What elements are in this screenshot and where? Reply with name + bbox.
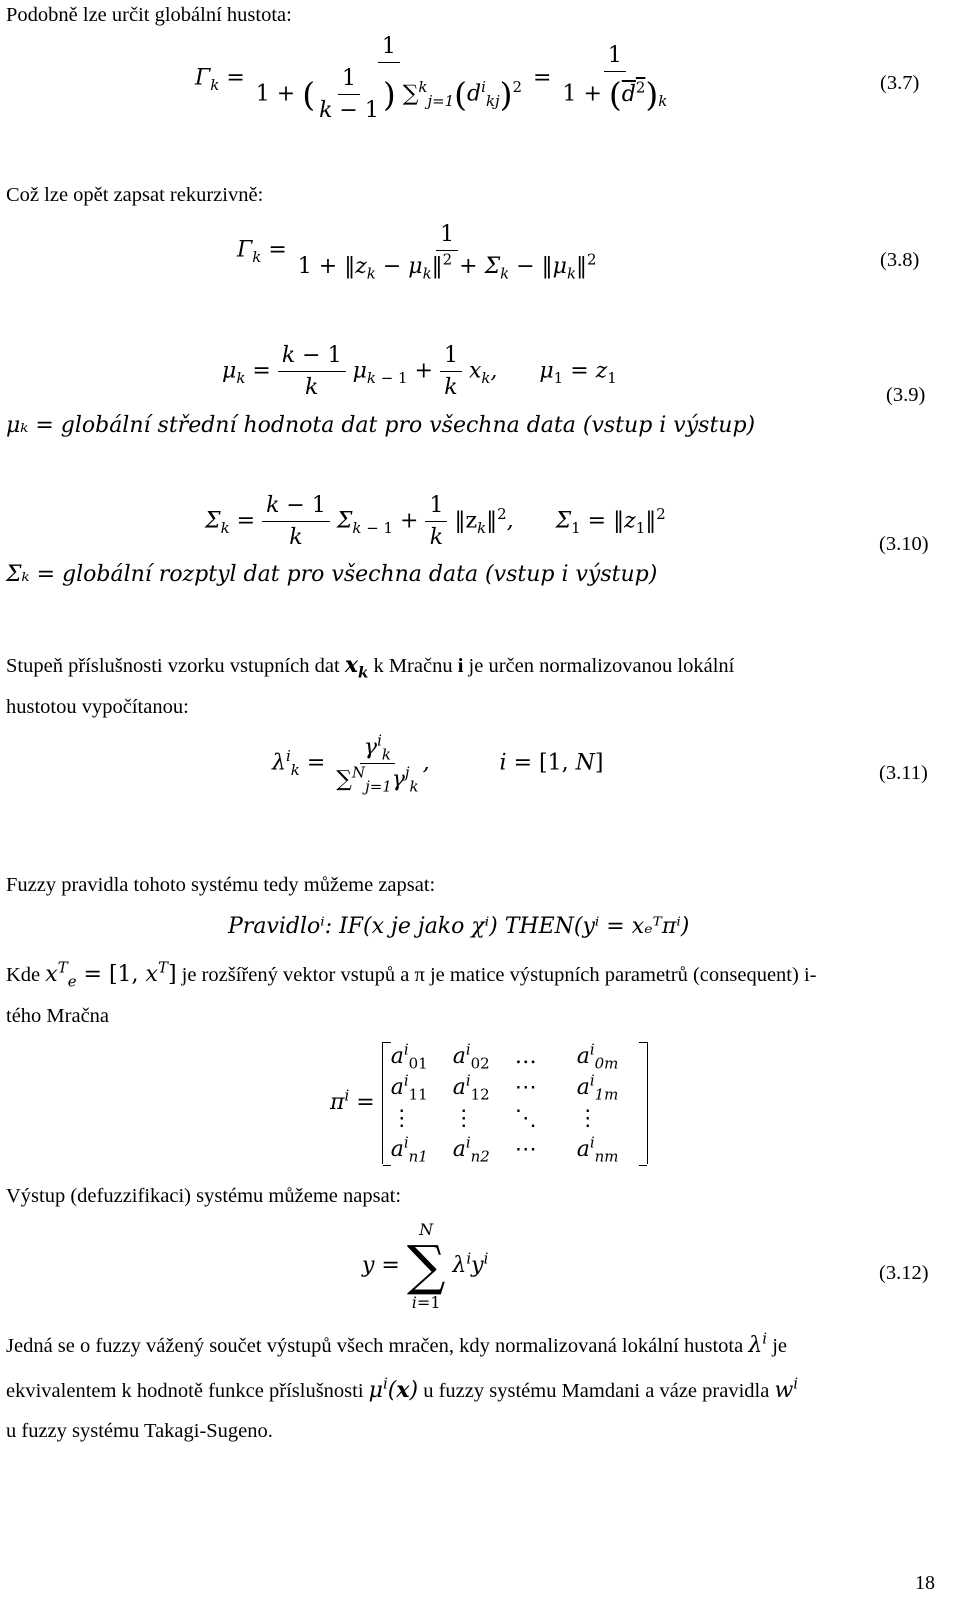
equation-number: (3.9)	[886, 384, 926, 406]
membership-paragraph-line-2: hustotou vypočítanou:	[6, 696, 189, 718]
extended-vector-formula: $x^T_e = [1$, $x^T$]	[45, 958, 177, 991]
conclusion-line-1: Jedná se o fuzzy vážený součet výstupů všech mračen, kdy normalizovaná lokální hustota $\lambda^i$ je	[6, 1329, 787, 1358]
equation-3-7: $\Gamma_k$ = 1 1 + ( $\frac{1}{k - 1}$ ) $\sum^k_{j=1}(d^i_{kj})^2$ = $\frac{1}{1 + (d^2)_k}$	[195, 34, 668, 123]
fuzzy-rule-formula: Pravidloⁱ: IF(x je jako χⁱ) THEN(yⁱ = xₑᵀπⁱ)	[228, 914, 690, 939]
equation-number: (3.11)	[879, 762, 928, 784]
equation-3-11: $\lambda^i_k$ = $\frac{\gamma^i_k}{\sum^N_{j=1}\gamma^j_k}$ , i = [1, N]	[272, 731, 604, 796]
conclusion-line-2: ekvivalentem k hodnotě funkce příslušnosti $\mu^i(x)$ u fuzzy systému Mamdani a váze pravidla $w^i$	[6, 1374, 799, 1403]
pi-matrix: $a^i_{01}$ $a^i_{02}$ … $a^i_{0m}$ $a^i_{11}$ $a^i_{12}$ ⋯ $a^i_{1m}$ ⋮ ⋮ ⋱ ⋮ $a^i_{n1}$ $a^i_{n2}$ ⋯ $a^i_{nm}$	[382, 1042, 648, 1164]
intro-global-density: Podobně lze určit globální hustota:	[6, 4, 292, 26]
w-symbol: $w^i$	[774, 1374, 799, 1403]
equation-3-10-recursion: $\Sigma_k$ = $\frac{k - 1}{k}$ $\Sigma_{k - 1}$ + $\frac{1}{k}$ $‖z_k‖^2$, $\Sigma_1$ = $‖z_1‖^2$	[205, 493, 666, 550]
equation-3-12: y = N ∑ i=1 $\lambda^iy^i$	[362, 1220, 489, 1312]
pi-matrix-equation: $\pi^i$ = $a^i_{01}$ $a^i_{02}$ … $a^i_{0m}$ $a^i_{11}$ $a^i_{12}$ ⋯ $a^i_{1m}$ ⋮ ⋮ ⋱ ⋮ $a^i_{n1}$ $a^i_{n2}$ ⋯ $a^i_{nm}$	[330, 1042, 648, 1164]
mu-x-symbol: $\mu^i(x)$	[368, 1374, 419, 1403]
kde-line-2: tého Mračna	[6, 1005, 110, 1027]
kde-line: Kde $x^T_e = [1$, $x^T$] je rozšířený vektor vstupů a π je matice výstupních parametrů (consequent) i-	[6, 958, 817, 991]
equation-number: (3.10)	[879, 533, 929, 555]
fuzzy-rules-intro: Fuzzy pravidla tohoto systému tedy můžeme zapsat:	[6, 874, 436, 896]
equation-number: (3.7)	[880, 72, 920, 94]
x-k-symbol: $x_k$	[344, 652, 369, 682]
equation-number: (3.12)	[879, 1262, 929, 1284]
equation-3-9-recursion: $\mu_k$ = $\frac{k - 1}{k}$ $\mu_{k - 1}$ + $\frac{1}{k}$ $x_k$, $\mu_1 = z_1$	[222, 343, 617, 400]
sigma-description: Σₖ = globální rozptyl dat pro všechna data (vstup i výstup)	[6, 562, 658, 587]
equation-number: (3.8)	[880, 249, 920, 271]
lambda-symbol: $\lambda^i$	[748, 1329, 768, 1358]
recursive-intro: Což lze opět zapsat rekurzivně:	[6, 184, 264, 206]
conclusion-line-3: u fuzzy systému Takagi-Sugeno.	[6, 1420, 273, 1442]
membership-paragraph-line-1: Stupeň příslušnosti vzorku vstupních dat $x_k$ k Mračnu i je určen normalizovanou lokální	[6, 652, 735, 682]
equation-3-8: $\Gamma_k$ = $\frac{1}{1 + ‖z_k - \mu_k‖^2 + \Sigma_k - ‖\mu_k‖^2}$	[237, 222, 597, 283]
output-intro: Výstup (defuzzifikaci) systému můžeme napsat:	[6, 1185, 402, 1207]
page-number: 18	[915, 1572, 935, 1594]
mu-description: μₖ = globální střední hodnota dat pro všechna data (vstup i výstup)	[6, 413, 756, 438]
